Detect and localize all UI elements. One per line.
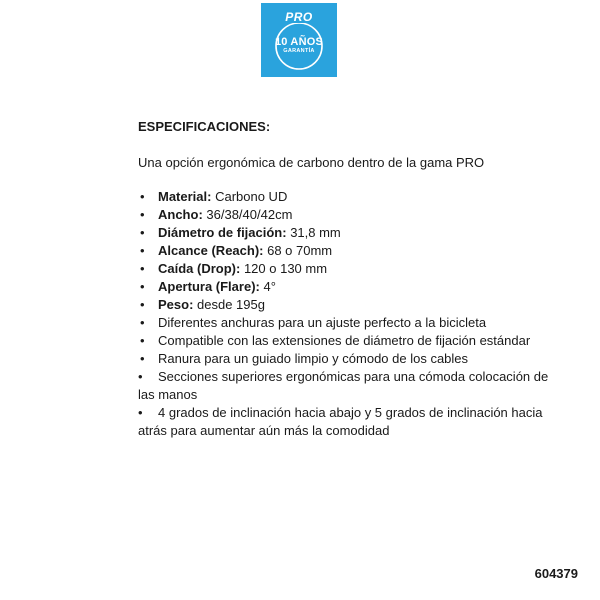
feature-item (138, 368, 558, 404)
warranty-badge (261, 3, 337, 77)
feature-text: Ranura para un guiado limpio y cómodo de los cables (158, 351, 469, 366)
badge-brand: PRO (285, 10, 313, 24)
bullet: • (138, 405, 143, 420)
spec-item (138, 188, 558, 206)
bullet: • (140, 243, 145, 258)
spec-heading: ESPECIFICACIONES: (138, 119, 271, 134)
spec-item (138, 242, 558, 260)
spec-value: desde 195g (193, 297, 265, 312)
bullet: • (140, 225, 145, 240)
spec-label: Apertura (Flare): (158, 279, 260, 294)
bullet: • (140, 333, 145, 348)
bullet: • (140, 297, 145, 312)
bullet: • (140, 315, 145, 330)
feature-text: Compatible con las extensiones de diámetro de fijación estándar (158, 333, 531, 348)
feature-item (138, 332, 558, 350)
feature-text: Diferentes anchuras para un ajuste perfecto a la bicicleta (158, 315, 487, 330)
bullet: • (138, 369, 143, 384)
feature-item (138, 314, 558, 332)
spec-label: Ancho: (158, 207, 203, 222)
spec-value: 4° (259, 279, 276, 294)
spec-item (138, 260, 558, 278)
spec-document (138, 118, 558, 440)
spec-item (138, 278, 558, 296)
spec-label: Caída (Drop): (158, 261, 241, 276)
spec-label: Peso: (158, 297, 194, 312)
bullet: • (140, 351, 145, 366)
spec-label: Alcance (Reach): (158, 243, 264, 258)
spec-item (138, 206, 558, 224)
feature-item (138, 350, 558, 368)
spec-value: 120 o 130 mm (240, 261, 328, 276)
spec-value: 31,8 mm (286, 225, 341, 240)
reference-code: 604379 (534, 566, 578, 581)
feature-text: Secciones superiores ergonómicas para una cómoda colocación de las manos (138, 369, 549, 402)
spec-label: Diámetro de fijación: (158, 225, 287, 240)
bullet: • (140, 207, 145, 222)
bullet: • (140, 261, 145, 276)
spec-item (138, 224, 558, 242)
spec-item (138, 296, 558, 314)
feature-item (138, 404, 558, 440)
spec-list (138, 188, 558, 440)
spec-intro: Una opción ergonómica de carbono dentro de la gama PRO (138, 155, 485, 170)
badge-years: 10 AÑOS (274, 36, 324, 48)
bullet: • (140, 279, 145, 294)
badge-warranty: GARANTÍA (283, 48, 315, 54)
feature-text: 4 grados de inclinación hacia abajo y 5 grados de inclinación hacia atrás para aumentar aún más la comodidad (138, 405, 543, 438)
spec-value: Carbono UD (211, 189, 288, 204)
spec-value: 68 o 70mm (263, 243, 333, 258)
bullet: • (140, 189, 145, 204)
spec-value: 36/38/40/42cm (202, 207, 293, 222)
spec-label: Material: (158, 189, 212, 204)
